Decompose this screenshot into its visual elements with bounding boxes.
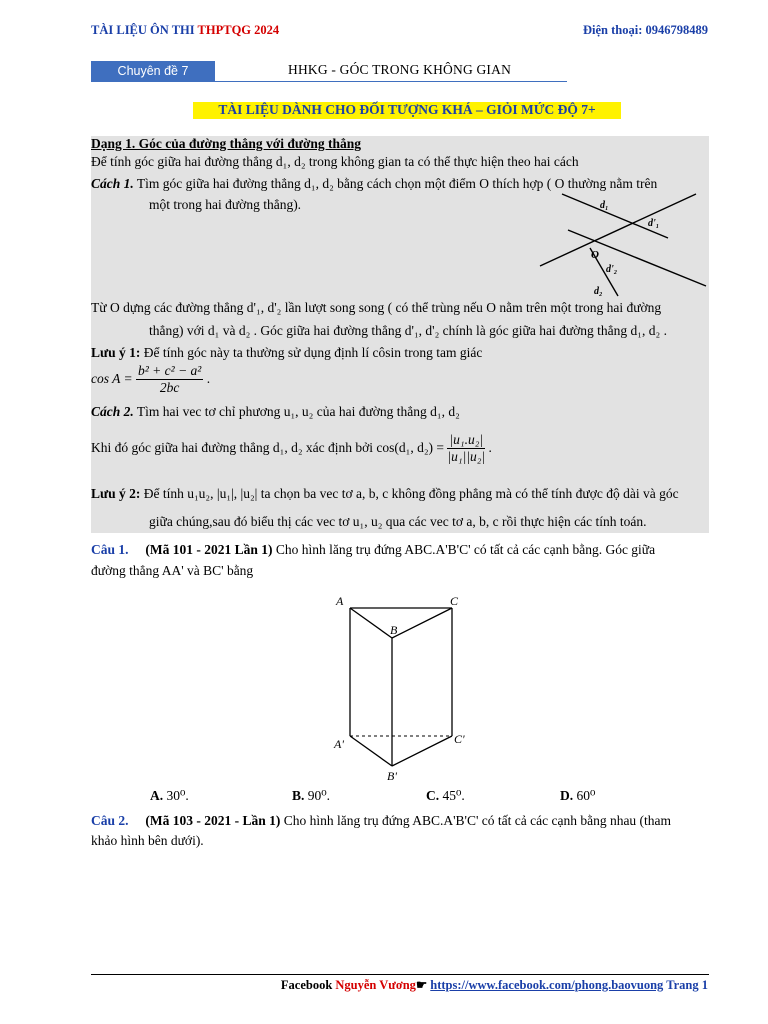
vertex-A: A <box>336 594 344 608</box>
edge-B1C1 <box>392 736 452 766</box>
q1-text: Cho hình lăng trụ đứng ABC.A'B'C' có tất cả các cạnh bằng. Góc giữa <box>272 542 656 557</box>
prism-figure <box>330 590 480 786</box>
cach1-text: Tìm góc giữa hai đường thẳng d₁, d₂ bằng cách chọn một điểm O thích hợp ( O thường nằm trên <box>133 176 658 191</box>
angle-numerator: |u₁.u₂| <box>447 432 485 449</box>
label-d2: d₂ <box>594 286 603 297</box>
header-highlight: THPTQG 2024 <box>197 23 280 37</box>
note1-line <box>91 344 482 362</box>
cos-fraction <box>136 363 203 396</box>
angle-formula-text: Khi đó góc giữa hai đường thẳng d₁, d₂ xác định bởi cos(d₁, d₂) = <box>91 440 448 455</box>
q1-option-c-key: C. <box>426 788 440 803</box>
header-phone: Điện thoại: 0946798489 <box>583 23 708 37</box>
label-O: O <box>591 249 599 261</box>
line-d1-prime <box>568 230 706 286</box>
angle-fraction <box>447 432 485 465</box>
banner-text: TÀI LIỆU DÀNH CHO ĐỐI TƯỢNG KHÁ – GIỎI MỨC ĐỘ 7+ <box>218 102 596 117</box>
q1-line <box>91 541 655 559</box>
label-d1-prime: d'₁ <box>648 218 660 229</box>
cach1-label: Cách 1. <box>91 176 134 191</box>
header-left <box>91 23 279 38</box>
q1-option-b[interactable] <box>292 787 330 805</box>
q1-text2: đường thẳng AA' và BC' bằng <box>91 563 254 578</box>
q1-option-a-key: A. <box>150 788 164 803</box>
edge-BC <box>392 608 452 638</box>
q1-option-b-key: B. <box>292 788 305 803</box>
q1-label: Câu 1. <box>91 542 129 557</box>
note2-label: Lưu ý 2: <box>91 486 141 501</box>
cos-numerator: b² + c² − a² <box>138 363 202 379</box>
from-o-text2: thẳng) với d₁ và d₂ . Góc giữa hai đường thẳng d'₁, d'₂ chính là góc giữa hai đường thẳng d₁, d₂ . <box>149 323 667 338</box>
cach2-line <box>91 403 460 421</box>
angle-formula: Khi đó góc giữa hai đường thẳng d₁, d₂ xác định bởi cos(d₁, d₂) = $\frac{\text{|u₁.u₂|}}{\text{|u₁||u₂|}}$ . <box>91 432 492 465</box>
cos-denominator: 2bc <box>159 380 180 396</box>
q2-source: (Mã 103 - 2021 - Lần 1) <box>145 813 281 828</box>
cosine-formula: cos A = $\frac{\text{b² + c² − a²}}{2bc}$ . <box>91 363 211 396</box>
section-heading: Dạng 1. Góc của đường thẳng với đường thẳng <box>91 136 362 151</box>
q2-label: Câu 2. <box>91 813 129 828</box>
footer <box>281 977 708 993</box>
vertex-B1: B' <box>387 769 397 783</box>
topic-underline <box>215 81 567 82</box>
angle-denominator: |u₁||u₂| <box>447 449 486 465</box>
topic-title: HHKG - GÓC TRONG KHÔNG GIAN <box>288 62 512 77</box>
footer-link[interactable]: https://www.facebook.com/phong.baovuong <box>430 978 664 992</box>
note2-text2: giữa chúng,sau đó biểu thị các vec tơ u₁, u₂ qua các vec tơ a, b, c rồi thực hiện các tính toán. <box>149 514 647 529</box>
footer-divider <box>91 974 709 975</box>
q2-text: Cho hình lăng trụ đứng ABC.A'B'C' có tất cả các cạnh bằng nhau (tham <box>280 813 672 828</box>
cach2-label: Cách 2. <box>91 404 134 419</box>
q1-option-d-value: 60⁰ <box>576 788 596 803</box>
vertex-C1: C' <box>454 732 465 746</box>
q1-source: (Mã 101 - 2021 Lần 1) <box>145 542 273 557</box>
q1-option-a-value: 30⁰. <box>166 788 189 803</box>
topic-label: Chuyên đề 7 <box>91 61 215 82</box>
cach2-text: Tìm hai vec tơ chỉ phương u₁, u₂ của hai đường thẳng d₁, d₂ <box>133 404 460 419</box>
note1-text: Để tính góc này ta thường sử dụng định lí côsin trong tam giác <box>140 345 483 360</box>
header-prefix: TÀI LIỆU ÔN THI <box>91 23 198 37</box>
vertex-A1: A' <box>334 737 344 751</box>
q1-option-c-value: 45⁰. <box>442 788 465 803</box>
label-d1: d₁ <box>600 200 609 211</box>
cach1-text2: một trong hai đường thẳng). <box>149 197 302 212</box>
footer-author: Nguyễn Vương <box>335 978 416 992</box>
vertex-C: C <box>450 594 459 608</box>
label-d2-prime: d'₂ <box>606 264 618 275</box>
lines-diagram <box>536 186 708 298</box>
q2-text2: khảo hình bên dưới). <box>91 833 204 848</box>
vertex-B: B <box>390 623 398 637</box>
cos-lhs: cos A = <box>91 371 136 386</box>
line-d1 <box>540 194 696 266</box>
intro-text: Để tính góc giữa hai đường thẳng d₁, d₂ trong không gian ta có thể thực hiện theo hai cách <box>91 154 579 169</box>
note2-text: Để tính u₁u₂, |u₁|, |u₂| ta chọn ba vec tơ a, b, c không đồng phẳng mà có thể tính được độ dài và góc <box>140 486 679 501</box>
pointer-icon: ☛ <box>415 978 431 992</box>
q1-option-b-value: 90⁰. <box>307 788 331 803</box>
footer-prefix: Facebook <box>280 978 336 992</box>
q1-option-d[interactable] <box>560 787 595 805</box>
q1-option-c[interactable] <box>426 787 465 805</box>
edge-AB <box>350 608 392 638</box>
from-o-text: Từ O dựng các đường thẳng d'₁, d'₂ lần lượt song song ( có thể trùng nếu O nằm trên một trong hai đường <box>91 300 662 315</box>
note1-label: Lưu ý 1: <box>91 345 141 360</box>
footer-page: Trang 1 <box>663 978 708 992</box>
note2-line <box>91 485 679 503</box>
q2-line <box>91 812 671 830</box>
q1-option-d-key: D. <box>560 788 574 803</box>
q1-option-a[interactable] <box>150 787 189 805</box>
edge-A1B1 <box>350 736 392 766</box>
